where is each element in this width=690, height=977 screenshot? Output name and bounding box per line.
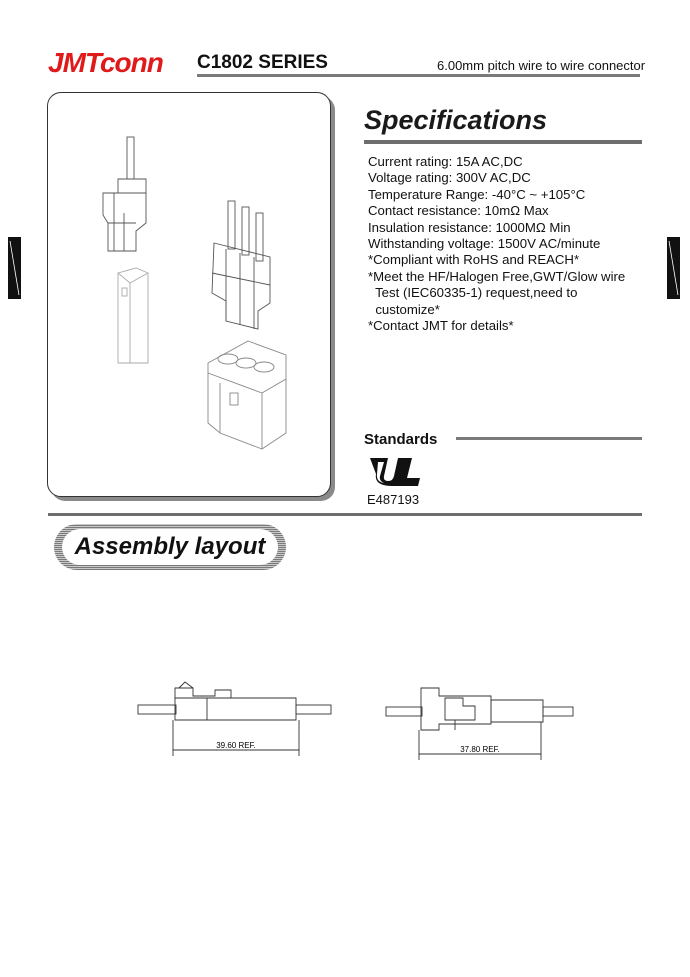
right-edge-tab	[667, 237, 680, 299]
dimension-label: 39.60 REF.	[216, 741, 256, 750]
single-receptacle-icon	[118, 268, 148, 363]
specifications-divider	[364, 140, 642, 144]
triple-pin-housing-icon	[212, 201, 270, 329]
left-edge-tab	[8, 237, 21, 299]
spec-item: Test (IEC60335-1) request,need to	[368, 285, 578, 301]
spec-item: Temperature Range: -40°C ~ +105°C	[368, 186, 586, 202]
dimension-label: 37.80 REF.	[460, 745, 500, 754]
spec-item: Withstanding voltage: 1500V AC/minute	[368, 236, 601, 252]
single-pin-housing-icon	[103, 137, 146, 251]
ul-recognized-icon	[368, 454, 424, 490]
spec-item: Insulation resistance: 1000MΩ Min	[368, 219, 571, 235]
specifications-list	[368, 154, 625, 334]
section-divider	[48, 513, 642, 516]
specifications-heading: Specifications	[364, 105, 548, 135]
page-subtitle: 6.00mm pitch wire to wire connector	[437, 58, 646, 73]
header-divider	[197, 74, 640, 77]
brand-logo: JMTconn	[48, 47, 163, 78]
spec-item: *Compliant with RoHS and REACH*	[368, 252, 580, 268]
assembly-drawing-1	[135, 678, 335, 758]
triple-receptacle-icon	[208, 341, 286, 449]
spec-item: Contact resistance: 10mΩ Max	[368, 203, 549, 219]
certificate-number: E487193	[367, 492, 420, 507]
spec-item: Voltage rating: 300V AC,DC	[368, 170, 531, 186]
edge-tab-mark-icon	[667, 237, 680, 299]
spec-item: Current rating: 15A AC,DC	[368, 154, 523, 169]
series-title: C1802 SERIES	[197, 52, 328, 73]
assembly-layout-badge	[54, 524, 286, 570]
connector-illustration	[48, 93, 330, 496]
spec-item: *Meet the HF/Halogen Free,GWT/Glow wire	[368, 268, 626, 284]
assembly-layout-heading: Assembly layout	[74, 533, 266, 560]
spec-item: customize*	[368, 301, 440, 317]
product-image-panel	[47, 92, 331, 497]
standards-heading: Standards	[364, 431, 438, 448]
standards-divider	[456, 437, 642, 440]
edge-tab-mark-icon	[8, 237, 21, 299]
assembly-drawing-2	[383, 680, 583, 762]
spec-item: *Contact JMT for details*	[368, 318, 514, 334]
